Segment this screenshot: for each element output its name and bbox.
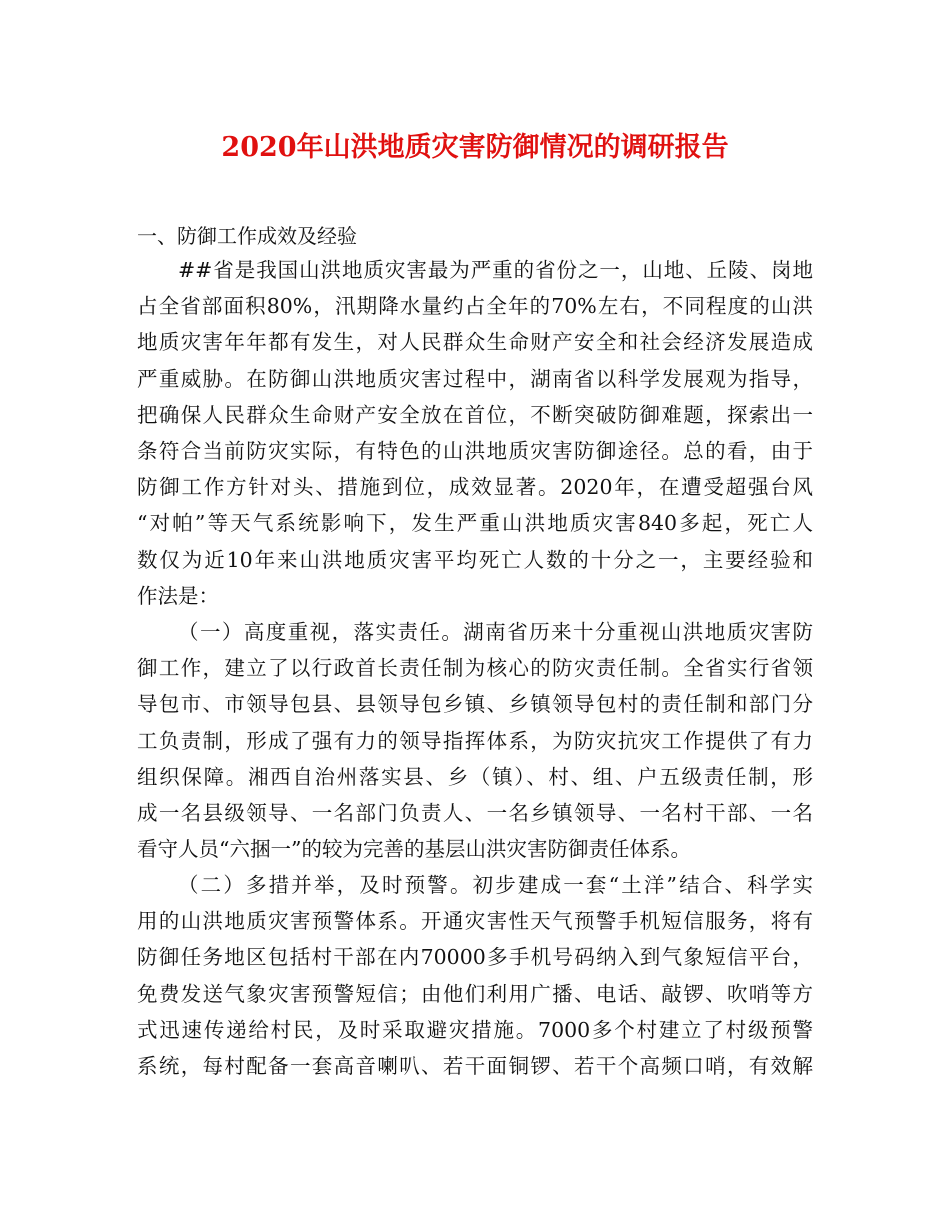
paragraph-line: 防御工作方针对头、措施到位，成效显著。2020年，在遭受超强台风 — [137, 475, 813, 500]
paragraph-line: 工负责制，形成了强有力的领导指挥体系，为防灾抗灾工作提供了有力 — [137, 728, 813, 753]
paragraph-line: 数仅为近10年来山洪地质灾害平均死亡人数的十分之一，主要经验和 — [137, 547, 813, 572]
paragraph-line: 组织保障。湘西自治州落实县、乡（镇）、村、组、户五级责任制，形 — [137, 764, 813, 789]
paragraph-line: 式迅速传递给村民，及时采取避灾措施。7000多个村建立了村级预警 — [137, 1017, 813, 1042]
paragraph-line: 严重威胁。在防御山洪地质灾害过程中，湖南省以科学发展观为指导， — [137, 366, 813, 391]
document-title: 2020年山洪地质灾害防御情况的调研报告 — [221, 132, 729, 163]
section-heading: 一、防御工作成效及经验 — [137, 224, 357, 248]
paragraph-line: （二）多措并举，及时预警。初步建成一套“土洋”结合、科学实 — [178, 873, 813, 897]
paragraph-line: ##省是我国山洪地质灾害最为严重的省份之一，山地、丘陵、岗地 — [178, 258, 813, 282]
paragraph-line: 成一名县级领导、一名部门负责人、一名乡镇领导、一名村干部、一名 — [137, 800, 813, 825]
paragraph-line: 看守人员“六捆一”的较为完善的基层山洪灾害防御责任体系。 — [137, 837, 691, 862]
paragraph-line: 免费发送气象灾害预警短信；由他们利用广播、电话、敲锣、吹哨等方 — [137, 981, 813, 1006]
paragraph-line: 条符合当前防灾实际，有特色的山洪地质灾害防御途径。总的看，由于 — [137, 438, 813, 463]
paragraph-line: “对帕”等天气系统影响下，发生严重山洪地质灾害840多起，死亡人 — [137, 511, 813, 536]
paragraph-line: 系统，每村配备一套高音喇叭、若干面铜锣、若干个高频口哨，有效解 — [137, 1053, 813, 1078]
paragraph-3 — [137, 867, 813, 1084]
paragraph-line: 占全省部面积80%，汛期降水量约占全年的70%左右，不同程度的山洪 — [137, 294, 813, 319]
paragraph-line: 作法是： — [137, 583, 219, 608]
paragraph-line: 用的山洪地质灾害预警体系。开通灾害性天气预警手机短信服务，将有 — [137, 909, 813, 934]
paragraph-1 — [137, 252, 813, 614]
paragraph-line: 把确保人民群众生命财产安全放在首位，不断突破防御难题，探索出一 — [137, 402, 813, 427]
paragraph-line: 防御任务地区包括村干部在内70000多手机号码纳入到气象短信平台， — [137, 945, 813, 970]
paragraph-line: （一）高度重视，落实责任。湖南省历来十分重视山洪地质灾害防 — [178, 620, 813, 644]
paragraph-line: 御工作，建立了以行政首长责任制为核心的防灾责任制。全省实行省领 — [137, 656, 813, 681]
paragraph-line: 导包市、市领导包县、县领导包乡镇、乡镇领导包村的责任制和部门分 — [137, 692, 813, 717]
paragraph-2 — [137, 614, 813, 867]
paragraph-line: 地质灾害年年都有发生，对人民群众生命财产安全和社会经济发展造成 — [137, 330, 813, 355]
